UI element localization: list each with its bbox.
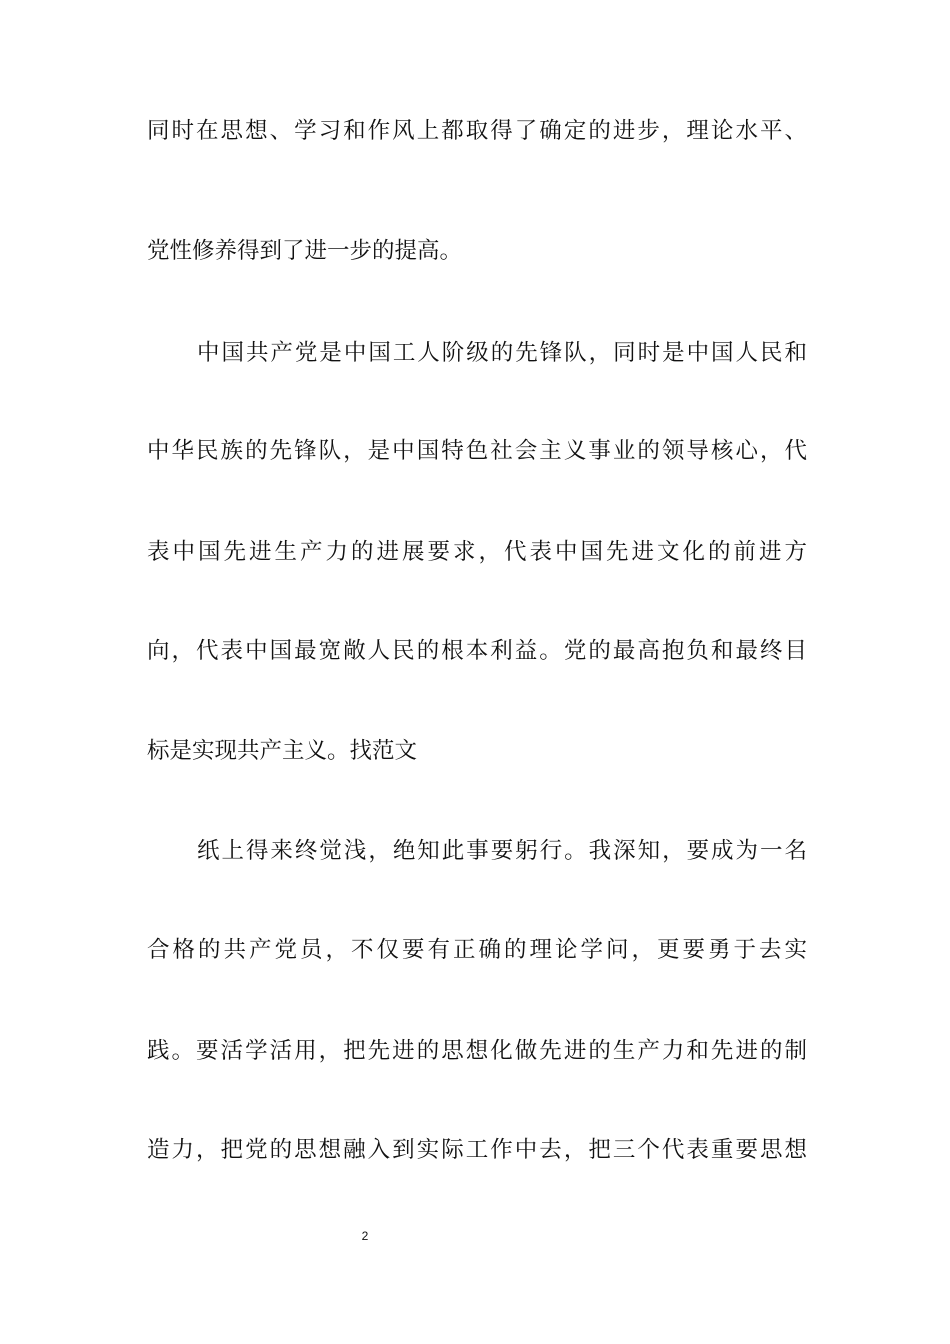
paragraph-2-line-1: 中国共产党是中国工人阶级的先锋队，同时是中国人民和: [197, 340, 807, 366]
text-line-2: 党性修养得到了进一步的提高。: [147, 238, 463, 264]
page-number: 2: [361, 1229, 369, 1243]
paragraph-3-line-2: 合格的共产党员，不仅要有正确的理论学问，更要勇于去实: [147, 937, 807, 963]
paragraph-3-line-3: 践。要活学活用，把先进的思想化做先进的生产力和先进的制: [147, 1038, 807, 1064]
paragraph-3-line-1: 纸上得来终觉浅，绝知此事要躬行。我深知，要成为一名: [197, 838, 807, 864]
paragraph-3-line-4: 造力，把党的思想融入到实际工作中去，把三个代表重要思想: [147, 1137, 807, 1163]
paragraph-2-line-3: 表中国先进生产力的进展要求，代表中国先进文化的前进方: [147, 539, 807, 565]
paragraph-2-line-4: 向，代表中国最宽敞人民的根本利益。党的最高抱负和最终目: [147, 638, 807, 664]
paragraph-2-line-5: 标是实现共产主义。找范文: [147, 738, 418, 764]
text-line-1: 同时在思想、学习和作风上都取得了确定的进步，理论水平、: [147, 118, 807, 144]
paragraph-2-line-2: 中华民族的先锋队，是中国特色社会主义事业的领导核心，代: [147, 438, 807, 464]
